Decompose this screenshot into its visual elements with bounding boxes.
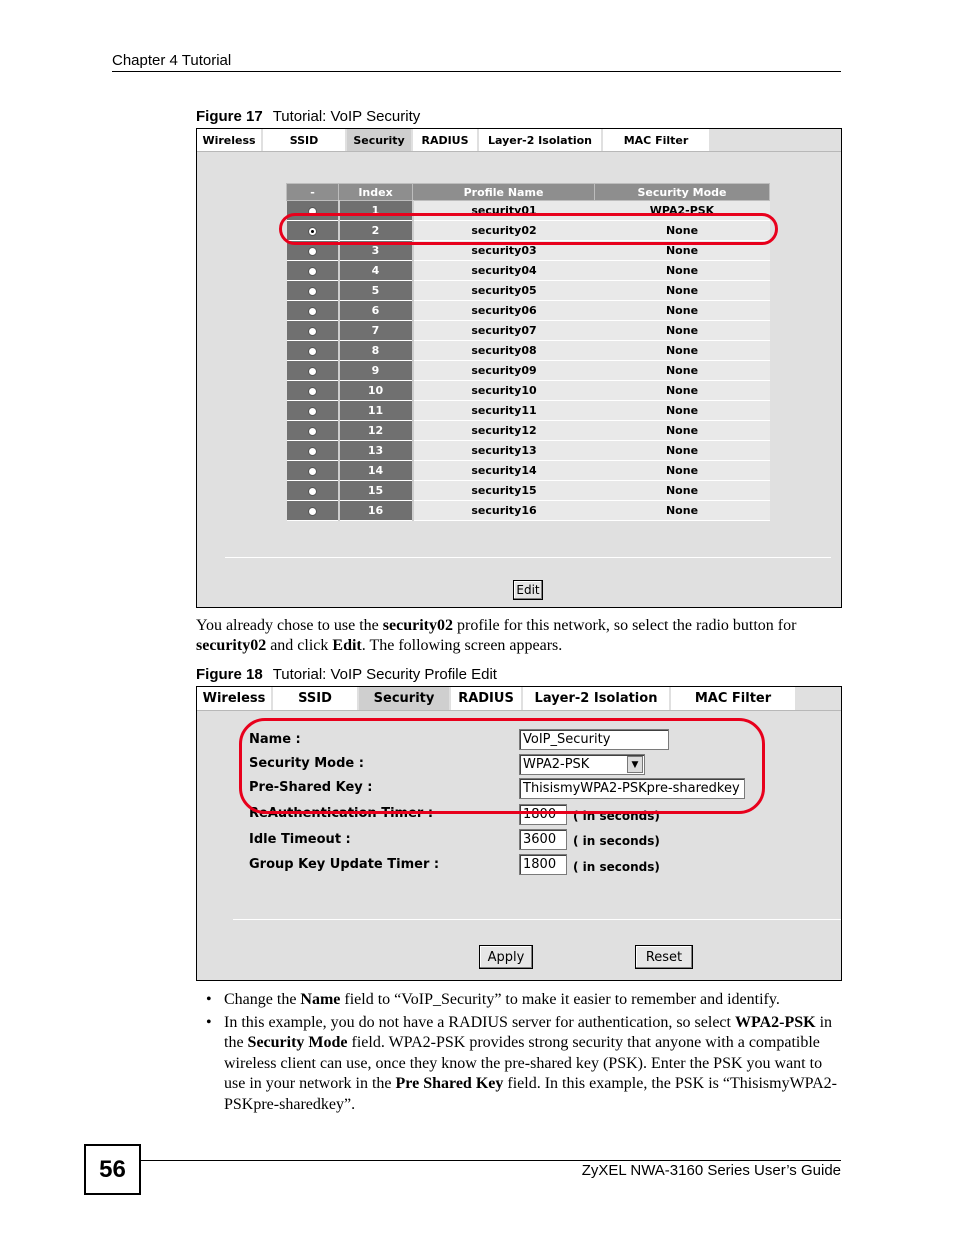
radio-button[interactable]: [308, 507, 317, 516]
table-row[interactable]: [287, 241, 770, 261]
tab-bar: [197, 687, 797, 709]
table-row[interactable]: [287, 261, 770, 281]
row-index: 1: [339, 201, 413, 221]
security-profile-table: [286, 183, 770, 521]
tab-mac-filter[interactable]: MAC Filter: [671, 687, 797, 710]
group-key-timer-input[interactable]: 1800: [519, 854, 567, 875]
row-index: 3: [339, 241, 413, 261]
row-security-mode: None: [595, 501, 770, 521]
table-row[interactable]: [287, 361, 770, 381]
footer-rule: [141, 1160, 841, 1161]
row-profile-name: security10: [413, 381, 595, 401]
text-run: field. In this example, the PSK is “ThisismyWPA2-PSKpre-sharedkey”.: [224, 1075, 837, 1113]
table-row[interactable]: [287, 501, 770, 521]
row-security-mode: None: [595, 381, 770, 401]
radio-button[interactable]: [308, 447, 317, 456]
tab-underline: [197, 151, 841, 152]
row-select-cell[interactable]: [287, 481, 339, 501]
radio-button[interactable]: [308, 487, 317, 496]
bold-term: Security Mode: [247, 1034, 348, 1052]
figure-18-caption: [196, 666, 497, 683]
row-security-mode: None: [595, 401, 770, 421]
row-profile-name: security09: [413, 361, 595, 381]
radio-button[interactable]: [308, 327, 317, 336]
radio-button[interactable]: [308, 387, 317, 396]
tab-layer2-isolation[interactable]: Layer-2 Isolation: [523, 687, 671, 710]
text-run: field. WPA2-PSK provides strong security that anyone with a compatible wireless client can use, once they know the pre-shared key (PSK). Enter the PSK you want to use in your network in the: [224, 1034, 823, 1093]
row-index: 4: [339, 261, 413, 281]
intro-text-1: You already chose to use the: [196, 617, 383, 634]
row-select-cell[interactable]: [287, 341, 339, 361]
row-select-cell[interactable]: [287, 501, 339, 521]
row-security-mode: None: [595, 441, 770, 461]
tab-underline: [197, 710, 841, 711]
row-index: 7: [339, 321, 413, 341]
idle-timeout-label: Idle Timeout :: [249, 832, 351, 847]
row-security-mode: None: [595, 361, 770, 381]
row-profile-name: security12: [413, 421, 595, 441]
row-index: 10: [339, 381, 413, 401]
row-index: 5: [339, 281, 413, 301]
security-mode-value: WPA2-PSK: [523, 757, 590, 772]
bullet-text-1: [224, 990, 842, 1010]
row-select-cell[interactable]: [287, 381, 339, 401]
idle-timeout-input[interactable]: 3600: [519, 829, 567, 850]
row-select-cell[interactable]: [287, 221, 339, 241]
table-row[interactable]: [287, 201, 770, 221]
row-index: 6: [339, 301, 413, 321]
row-index: 9: [339, 361, 413, 381]
row-security-mode: None: [595, 301, 770, 321]
intro-bold-profile-1: security02: [382, 617, 453, 634]
bullet-marker: •: [206, 991, 212, 1008]
separator-line: [233, 919, 842, 920]
header-rule: [112, 71, 841, 72]
row-select-cell[interactable]: [287, 321, 339, 341]
row-select-cell[interactable]: [287, 281, 339, 301]
row-index: 2: [339, 221, 413, 241]
tab-wireless[interactable]: Wireless: [197, 129, 263, 151]
row-select-cell[interactable]: [287, 261, 339, 281]
row-index: 13: [339, 441, 413, 461]
tab-layer2-isolation[interactable]: Layer-2 Isolation: [479, 129, 603, 151]
row-security-mode: None: [595, 241, 770, 261]
reauth-unit-label: ( in seconds): [573, 809, 660, 823]
separator-line: [225, 557, 831, 558]
tab-radius[interactable]: RADIUS: [413, 129, 479, 151]
row-index: 15: [339, 481, 413, 501]
tab-ssid[interactable]: SSID: [263, 129, 347, 151]
row-profile-name: security03: [413, 241, 595, 261]
row-select-cell[interactable]: [287, 201, 339, 221]
figure-17-number: Figure 17: [196, 108, 263, 125]
radio-button[interactable]: [308, 267, 317, 276]
group-key-unit-label: ( in seconds): [573, 860, 660, 874]
table-body: [287, 201, 770, 521]
intro-text-4: . The following screen appears.: [361, 637, 563, 654]
row-profile-name: security16: [413, 501, 595, 521]
apply-button[interactable]: Apply: [479, 945, 533, 969]
table-row[interactable]: [287, 301, 770, 321]
security-mode-label: Security Mode :: [249, 756, 364, 771]
intro-text-3: and click: [266, 637, 333, 654]
text-run: In this example, you do not have a RADIUS server for authentication, so select: [224, 1014, 735, 1031]
row-profile-name: security15: [413, 481, 595, 501]
text-run: Change the: [224, 991, 301, 1008]
table-row[interactable]: [287, 461, 770, 481]
radio-button[interactable]: [308, 287, 317, 296]
table-row[interactable]: [287, 321, 770, 341]
row-profile-name: security08: [413, 341, 595, 361]
row-profile-name: security01: [413, 201, 595, 221]
intro-text-2: profile for this network, so select the radio button for: [452, 617, 797, 634]
tab-wireless[interactable]: Wireless: [197, 687, 273, 710]
radio-button[interactable]: [308, 467, 317, 476]
figure-17-title: Tutorial: VoIP Security: [272, 108, 421, 125]
bold-term: Name: [300, 991, 341, 1008]
idle-unit-label: ( in seconds): [573, 834, 660, 848]
row-security-mode: None: [595, 341, 770, 361]
radio-button[interactable]: [308, 207, 317, 216]
text-run: field to “VoIP_Security” to make it easier to remember and identify.: [340, 991, 780, 1008]
row-index: 16: [339, 501, 413, 521]
security-mode-select[interactable]: [519, 754, 645, 775]
security-profile-list-screenshot: [196, 128, 842, 608]
row-security-mode: None: [595, 221, 770, 241]
dropdown-arrow-icon[interactable]: ▼: [627, 756, 643, 773]
column-header-profile-name: Profile Name: [413, 184, 595, 201]
page-number: 56: [84, 1144, 141, 1195]
table-header-row: [287, 184, 770, 201]
row-security-mode: None: [595, 281, 770, 301]
figure-18-number: Figure 18: [196, 666, 263, 683]
radio-button[interactable]: [308, 427, 317, 436]
figure-17-caption: [196, 108, 420, 125]
tab-radius[interactable]: RADIUS: [451, 687, 523, 710]
tab-security[interactable]: Security: [359, 687, 451, 710]
name-input[interactable]: VoIP_Security: [519, 729, 669, 750]
name-label: Name :: [249, 732, 301, 747]
row-security-mode: None: [595, 461, 770, 481]
column-header-select: -: [287, 184, 339, 201]
reauth-timer-input[interactable]: 1800: [519, 804, 567, 825]
edit-button[interactable]: Edit: [513, 580, 543, 600]
radio-button[interactable]: [308, 307, 317, 316]
row-index: 14: [339, 461, 413, 481]
text-run: in the: [224, 1014, 833, 1052]
row-index: 11: [339, 401, 413, 421]
column-header-security-mode: Security Mode: [595, 184, 770, 201]
radio-button[interactable]: [308, 407, 317, 416]
row-profile-name: security04: [413, 261, 595, 281]
row-select-cell[interactable]: [287, 361, 339, 381]
row-profile-name: security05: [413, 281, 595, 301]
tab-security[interactable]: Security: [347, 129, 413, 151]
table-row[interactable]: [287, 441, 770, 461]
reset-button[interactable]: Reset: [635, 945, 693, 969]
row-profile-name: security14: [413, 461, 595, 481]
footer-guide-title: ZyXEL NWA-3160 Series User’s Guide: [581, 1162, 841, 1179]
row-security-mode: None: [595, 261, 770, 281]
radio-button[interactable]: [308, 227, 317, 236]
bullet-text-2: [224, 1013, 842, 1115]
row-index: 12: [339, 421, 413, 441]
intro-paragraph: [196, 616, 842, 656]
row-security-mode: None: [595, 481, 770, 501]
tab-ssid[interactable]: SSID: [273, 687, 359, 710]
row-profile-name: security07: [413, 321, 595, 341]
table-row[interactable]: [287, 481, 770, 501]
row-security-mode: None: [595, 421, 770, 441]
reauth-timer-label: ReAuthentication Timer :: [249, 806, 434, 821]
security-profile-edit-screenshot: [196, 686, 842, 981]
row-select-cell[interactable]: [287, 401, 339, 421]
chapter-header: Chapter 4 Tutorial: [112, 52, 232, 69]
row-select-cell[interactable]: [287, 421, 339, 441]
row-security-mode: None: [595, 321, 770, 341]
tab-bar: [197, 129, 711, 151]
radio-button[interactable]: [308, 247, 317, 256]
row-profile-name: security02: [413, 221, 595, 241]
row-select-cell[interactable]: [287, 441, 339, 461]
row-select-cell[interactable]: [287, 301, 339, 321]
psk-input[interactable]: ThisismyWPA2-PSKpre-sharedkey: [519, 778, 745, 799]
radio-button[interactable]: [308, 347, 317, 356]
table-row[interactable]: [287, 381, 770, 401]
row-security-mode: WPA2-PSK: [595, 201, 770, 221]
row-profile-name: security13: [413, 441, 595, 461]
psk-label: Pre-Shared Key :: [249, 780, 373, 795]
bullet-marker: •: [206, 1014, 212, 1031]
intro-bold-edit: Edit: [332, 637, 362, 654]
table-row[interactable]: [287, 341, 770, 361]
row-select-cell[interactable]: [287, 461, 339, 481]
table-row[interactable]: [287, 401, 770, 421]
row-profile-name: security11: [413, 401, 595, 421]
radio-button[interactable]: [308, 367, 317, 376]
bold-term: Pre Shared Key: [395, 1075, 504, 1093]
table-row[interactable]: [287, 421, 770, 441]
row-select-cell[interactable]: [287, 241, 339, 261]
bold-term: WPA2-PSK: [734, 1014, 816, 1031]
intro-bold-profile-2: security02: [196, 637, 267, 654]
row-index: 8: [339, 341, 413, 361]
group-key-timer-label: Group Key Update Timer :: [249, 857, 440, 872]
row-profile-name: security06: [413, 301, 595, 321]
column-header-index: Index: [339, 184, 413, 201]
tab-mac-filter[interactable]: MAC Filter: [603, 129, 711, 151]
figure-18-title: Tutorial: VoIP Security Profile Edit: [272, 666, 497, 683]
table-row[interactable]: [287, 221, 770, 241]
table-row[interactable]: [287, 281, 770, 301]
